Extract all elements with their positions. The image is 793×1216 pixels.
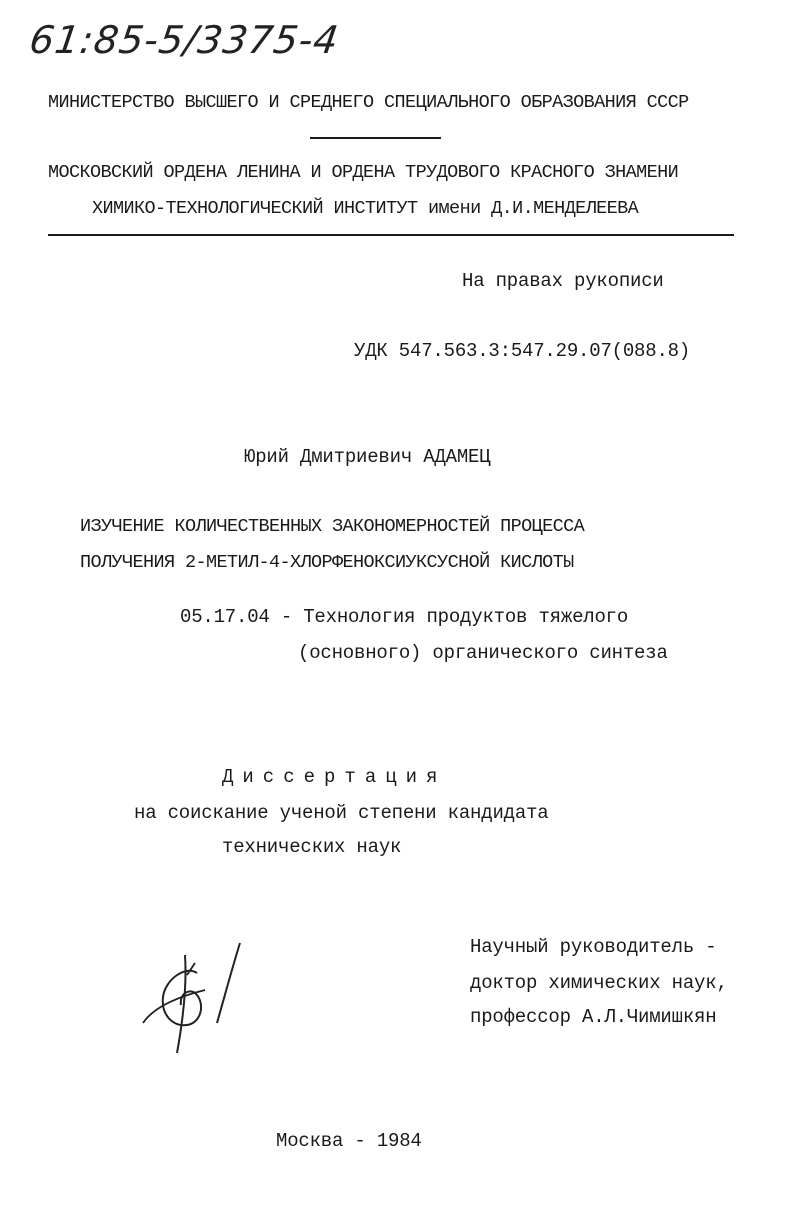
manuscript-rights: На правах рукописи — [462, 270, 664, 292]
supervisor-line-1: Научный руководитель - — [470, 936, 717, 958]
thesis-title-line-1: ИЗУЧЕНИЕ КОЛИЧЕСТВЕННЫХ ЗАКОНОМЕРНОСТЕЙ ПРОЦЕССА — [80, 516, 585, 537]
degree-line-2: технических наук — [222, 836, 402, 858]
institute-line-1: МОСКОВСКИЙ ОРДЕНА ЛЕНИНА И ОРДЕНА ТРУДОВОГО КРАСНОГО ЗНАМЕНИ — [48, 162, 679, 183]
supervisor-line-2: доктор химических наук, — [470, 972, 728, 994]
author-name: Юрий Дмитриевич АДАМЕЦ — [244, 446, 491, 468]
archive-number: 61:85-5/3375-4 — [26, 18, 342, 62]
short-divider — [310, 137, 441, 139]
ministry-heading: МИНИСТЕРСТВО ВЫСШЕГО И СРЕДНЕГО СПЕЦИАЛЬНОГО ОБРАЗОВАНИЯ СССР — [48, 92, 689, 113]
long-divider — [48, 234, 734, 236]
udc-code: УДК 547.563.3:547.29.07(088.8) — [354, 340, 691, 362]
document-type: Диссертация — [222, 766, 447, 788]
thesis-title-line-2: ПОЛУЧЕНИЯ 2-МЕТИЛ-4-ХЛОРФЕНОКСИУКСУСНОЙ КИСЛОТЫ — [80, 552, 574, 573]
specialty-line-1: 05.17.04 - Технология продуктов тяжелого — [180, 606, 629, 628]
specialty-line-2: (основного) органического синтеза — [298, 642, 668, 664]
institute-line-2: ХИМИКО-ТЕХНОЛОГИЧЕСКИЙ ИНСТИТУТ имени Д.И.МЕНДЕЛЕЕВА — [92, 198, 639, 219]
handwritten-signature — [125, 935, 250, 1060]
supervisor-line-3: профессор А.Л.Чимишкян — [470, 1006, 717, 1028]
place-and-year: Москва - 1984 — [276, 1130, 422, 1152]
degree-line-1: на соискание ученой степени кандидата — [134, 802, 549, 824]
